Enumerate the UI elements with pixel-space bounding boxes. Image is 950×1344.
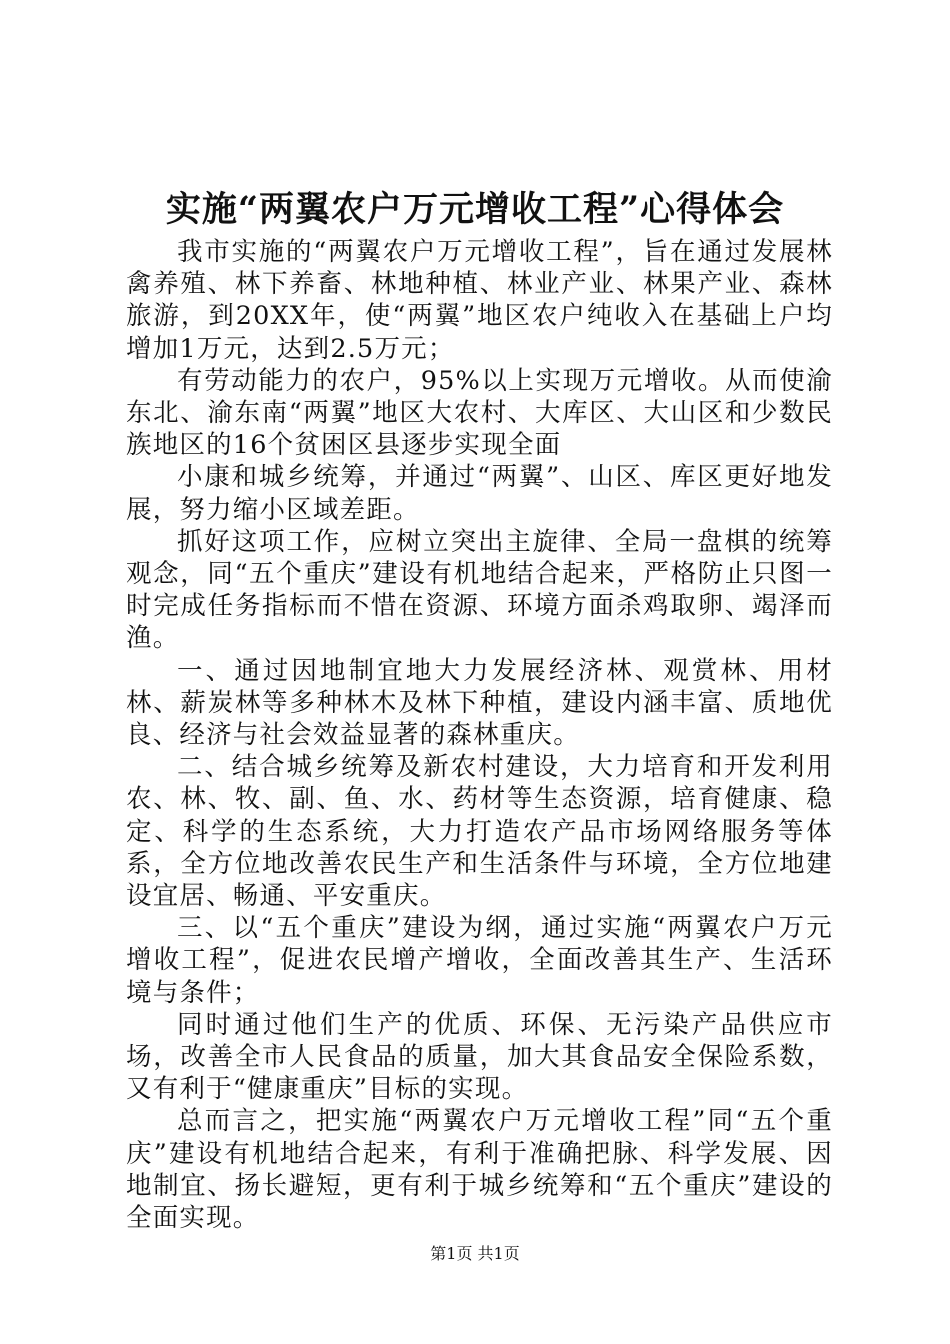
paragraph: 总而言之，把实施“两翼农户万元增收工程”同“五个重庆”建设有机地结合起来，有利于准确把脉、科学发展、因地制宜、扬长避短，更有利于城乡统筹和“五个重庆”建设的全面实现。 bbox=[126, 1106, 833, 1234]
paragraph: 二、结合城乡统筹及新农村建设，大力培育和开发利用农、林、牧、副、鱼、水、药材等生态资源，培育健康、稳定、科学的生态系统，大力打造农产品市场网络服务等体系，全方位地改善农民生产和生活条件与环境，全方位地建设宜居、畅通、平安重庆。 bbox=[126, 752, 833, 912]
paragraph: 三、以“五个重庆”建设为纲，通过实施“两翼农户万元增收工程”，促进农民增产增收，全面改善其生产、生活环境与条件； bbox=[126, 913, 833, 1008]
paragraph: 我市实施的“两翼农户万元增收工程”，旨在通过发展林禽养殖、林下养畜、林地种植、林业产业、林果产业、森林旅游，到20XX年，使“两翼”地区农户纯收入在基础上户均增加1万元，达到2.5万元； bbox=[126, 237, 833, 364]
paragraph: 抓好这项工作，应树立突出主旋律、全局一盘棋的统筹观念，同“五个重庆”建设有机地结合起来，严格防止只图一时完成任务指标而不惜在资源、环境方面杀鸡取卵、竭泽而渔。 bbox=[126, 526, 833, 654]
paragraph: 一、通过因地制宜地大力发展经济林、观赏林、用材林、薪炭林等多种林木及林下种植，建设内涵丰富、质地优良、经济与社会效益显著的森林重庆。 bbox=[126, 655, 833, 751]
paragraph: 有劳动能力的农户，95%以上实现万元增收。从而使渝东北、渝东南“两翼”地区大农村、大库区、大山区和少数民族地区的16个贫困区县逐步实现全面 bbox=[126, 365, 833, 461]
page-footer: 第1页 共1页 bbox=[430, 1244, 520, 1263]
document-title: 实施“两翼农户万元增收工程”心得体会 bbox=[165, 189, 785, 230]
document-body bbox=[126, 236, 833, 1234]
paragraph: 同时通过他们生产的优质、环保、无污染产品供应市场，改善全市人民食品的质量，加大其食品安全保险系数，又有利于“健康重庆”目标的实现。 bbox=[126, 1009, 833, 1105]
paragraph: 小康和城乡统筹，并通过“两翼”、山区、库区更好地发展，努力缩小区域差距。 bbox=[126, 462, 833, 525]
